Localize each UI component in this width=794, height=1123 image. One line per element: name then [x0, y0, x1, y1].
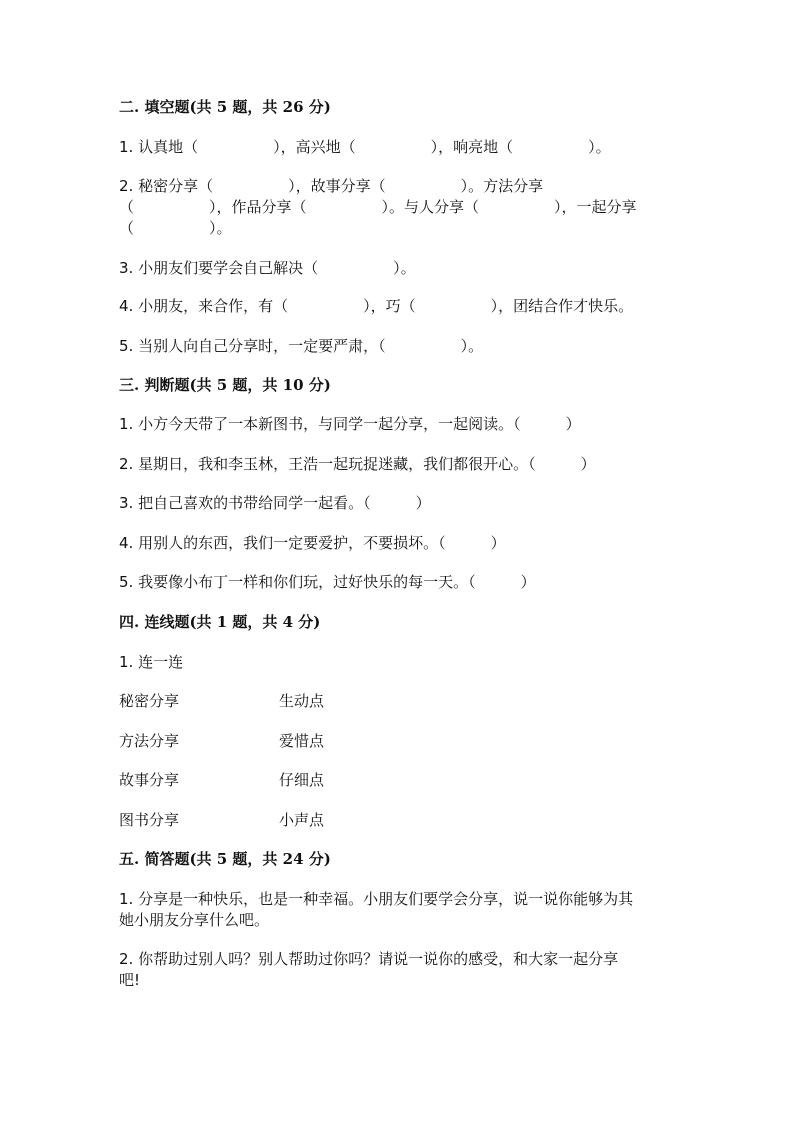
- match-left-item: 方法分享: [119, 732, 180, 750]
- section-heading-judge: 三. 判断题(共 5 题，共 10 分): [119, 376, 331, 394]
- fill-question-2-line-2: （ ），作品分享（ ）。与人分享（ ），一起分享: [119, 198, 637, 216]
- section-heading-match: 四. 连线题(共 1 题，共 4 分): [119, 613, 321, 631]
- judge-question-5: 5. 我要像小布丁一样和你们玩，过好快乐的每一天。（ ）: [119, 573, 536, 591]
- judge-question-4: 4. 用别人的东西，我们一定要爱护，不要损坏。（ ）: [119, 534, 506, 552]
- match-left-item: 图书分享: [119, 811, 180, 829]
- match-right-item: 小声点: [279, 811, 325, 829]
- match-question-1: 1. 连一连: [119, 653, 184, 671]
- short-question-1-line-1: 1. 分享是一种快乐，也是一种幸福。小朋友们要学会分享，说一说你能够为其: [119, 890, 634, 908]
- fill-question-1: 1. 认真地（ ），高兴地（ ），响亮地（ ）。: [119, 138, 611, 156]
- short-question-2-line-2: 吧!: [119, 971, 141, 989]
- match-right-item: 生动点: [279, 692, 325, 710]
- match-left-item: 秘密分享: [119, 692, 180, 710]
- fill-question-4: 4. 小朋友，来合作，有（ ），巧（ ），团结合作才快乐。: [119, 297, 634, 315]
- short-question-1-line-2: 她小朋友分享什么吧。: [119, 911, 270, 929]
- fill-question-3: 3. 小朋友们要学会自己解决（ ）。: [119, 259, 416, 277]
- match-right-item: 仔细点: [279, 771, 325, 789]
- fill-question-2-line-3: （ ）。: [119, 219, 232, 237]
- section-heading-short: 五. 简答题(共 5 题，共 24 分): [119, 850, 331, 868]
- match-right-item: 爱惜点: [279, 732, 325, 750]
- judge-question-2: 2. 星期日，我和李玉林，王浩一起玩捉迷藏，我们都很开心。（ ）: [119, 455, 596, 473]
- judge-question-3: 3. 把自己喜欢的书带给同学一起看。（ ）: [119, 494, 431, 512]
- fill-question-2-line-1: 2. 秘密分享（ ），故事分享（ ）。方法分享: [119, 177, 544, 195]
- short-question-2-line-1: 2. 你帮助过别人吗？别人帮助过你吗？请说一说你的感受，和大家一起分享: [119, 950, 619, 968]
- judge-question-1: 1. 小方今天带了一本新图书，与同学一起分享，一起阅读。（ ）: [119, 415, 581, 433]
- match-left-item: 故事分享: [119, 771, 180, 789]
- fill-question-5: 5. 当别人向自己分享时，一定要严肃，（ ）。: [119, 337, 484, 355]
- section-heading-fill: 二. 填空题(共 5 题，共 26 分): [119, 98, 331, 116]
